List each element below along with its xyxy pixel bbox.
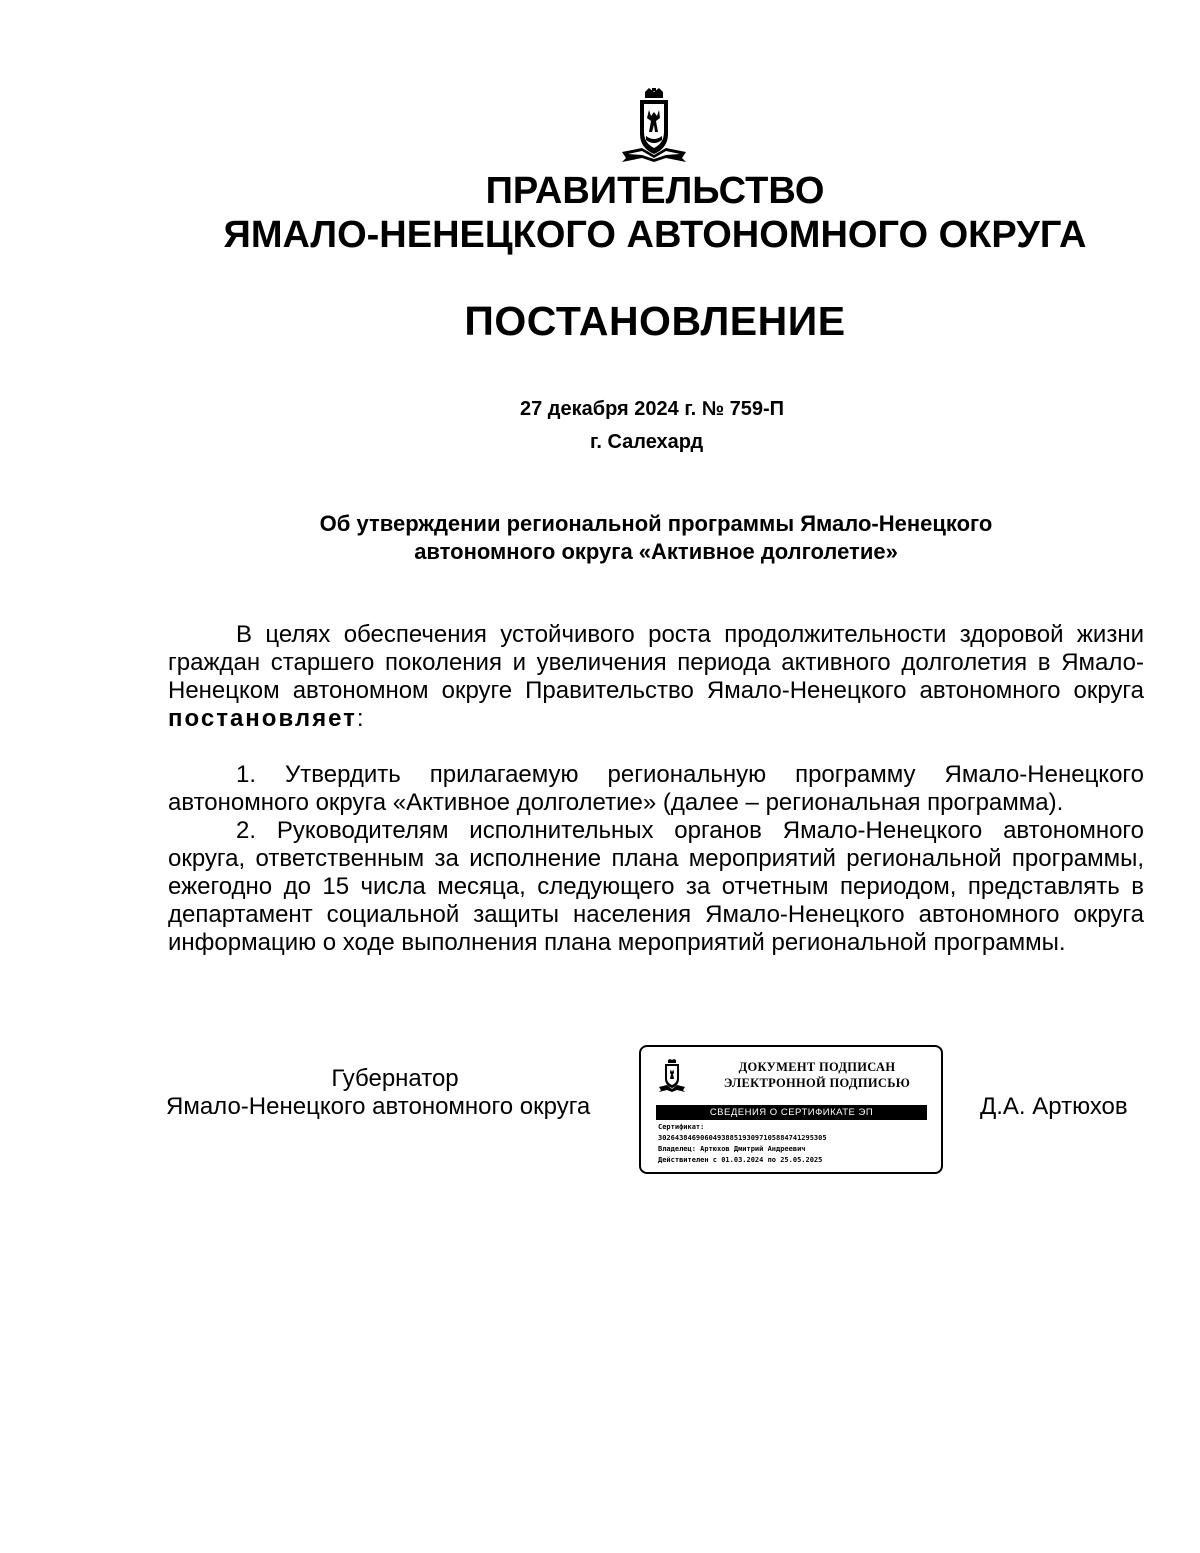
- resolution-item: 2. Руководителям исполнительных органов Ямало-Ненецкого автономного округа, ответственным за исполнение плана мероприятий региональной программы, ежегодно до 15 числа месяца, следующего за отчетным периодом, представлять в департамент социальной защиты населения Ямало-Ненецкого автономного округа информацию о ходе выполнения плана мероприятий региональной программы.: [168, 817, 1144, 956]
- certificate-info-bar: СВЕДЕНИЯ О СЕРТИФИКАТЕ ЭП: [656, 1105, 927, 1120]
- signatory-position: [160, 1065, 630, 1121]
- position-line2: Ямало-Ненецкого автономного округа: [166, 1093, 591, 1120]
- certificate-owner: Владелец: Артюхов Дмитрий Андреевич: [658, 1145, 806, 1153]
- preamble-tail: :: [356, 705, 364, 732]
- preamble-text: В целях обеспечения устойчивого роста продолжительности здоровой жизни граждан старшего поколения и увеличения периода активного долголетия в Ямало-Ненецком автономном округе Правительство Ямало-Ненецкого автономного округа: [168, 621, 1144, 704]
- organization-title-line1: ПРАВИТЕЛЬСТВО: [485, 170, 825, 212]
- city: г. Салехард: [590, 431, 704, 453]
- preamble: [168, 621, 1144, 733]
- organization-title-line2: ЯМАЛО-НЕНЕЦКОГО АВТОНОМНОГО ОКРУГА: [223, 214, 1087, 256]
- subject-line2: автономного округа «Активное долголетие»: [414, 539, 898, 564]
- document-type-heading: ПОСТАНОВЛЕНИЕ: [464, 298, 846, 344]
- signer-name: Д.А. Артюхов: [980, 1093, 1128, 1120]
- document-subject: [168, 510, 1144, 566]
- stamp-title-line1: ДОКУМЕНТ ПОДПИСАН: [738, 1060, 896, 1074]
- resolution-item: 1. Утвердить прилагаемую региональную программу Ямало-Ненецкого автономного округа «Активное долголетие» (далее – региональная программа).: [168, 761, 1144, 816]
- date-and-number: 27 декабря 2024 г. № 759-П: [520, 398, 785, 420]
- certificate-validity: Действителен с 01.03.2024 по 25.05.2025: [658, 1156, 823, 1164]
- resolves-word: постановляет: [168, 705, 357, 732]
- coat-of-arms-icon: [618, 88, 690, 168]
- certificate-details: [658, 1122, 938, 1166]
- preamble-paragraph: [168, 621, 1144, 733]
- certificate-label: Сертификат:: [658, 1123, 705, 1131]
- subject-line1: Об утверждении региональной программы Ямало-Ненецкого: [319, 511, 993, 536]
- stamp-title: [701, 1059, 933, 1091]
- resolution-items: [168, 761, 1144, 957]
- certificate-number: 3026438469060493885193097105884741295305: [658, 1134, 827, 1142]
- stamp-coat-of-arms-icon: [658, 1059, 686, 1093]
- position-line1: Губернатор: [331, 1065, 459, 1092]
- electronic-signature-stamp: [639, 1045, 943, 1174]
- stamp-title-line2: ЭЛЕКТРОННОЙ ПОДПИСЬЮ: [723, 1076, 911, 1090]
